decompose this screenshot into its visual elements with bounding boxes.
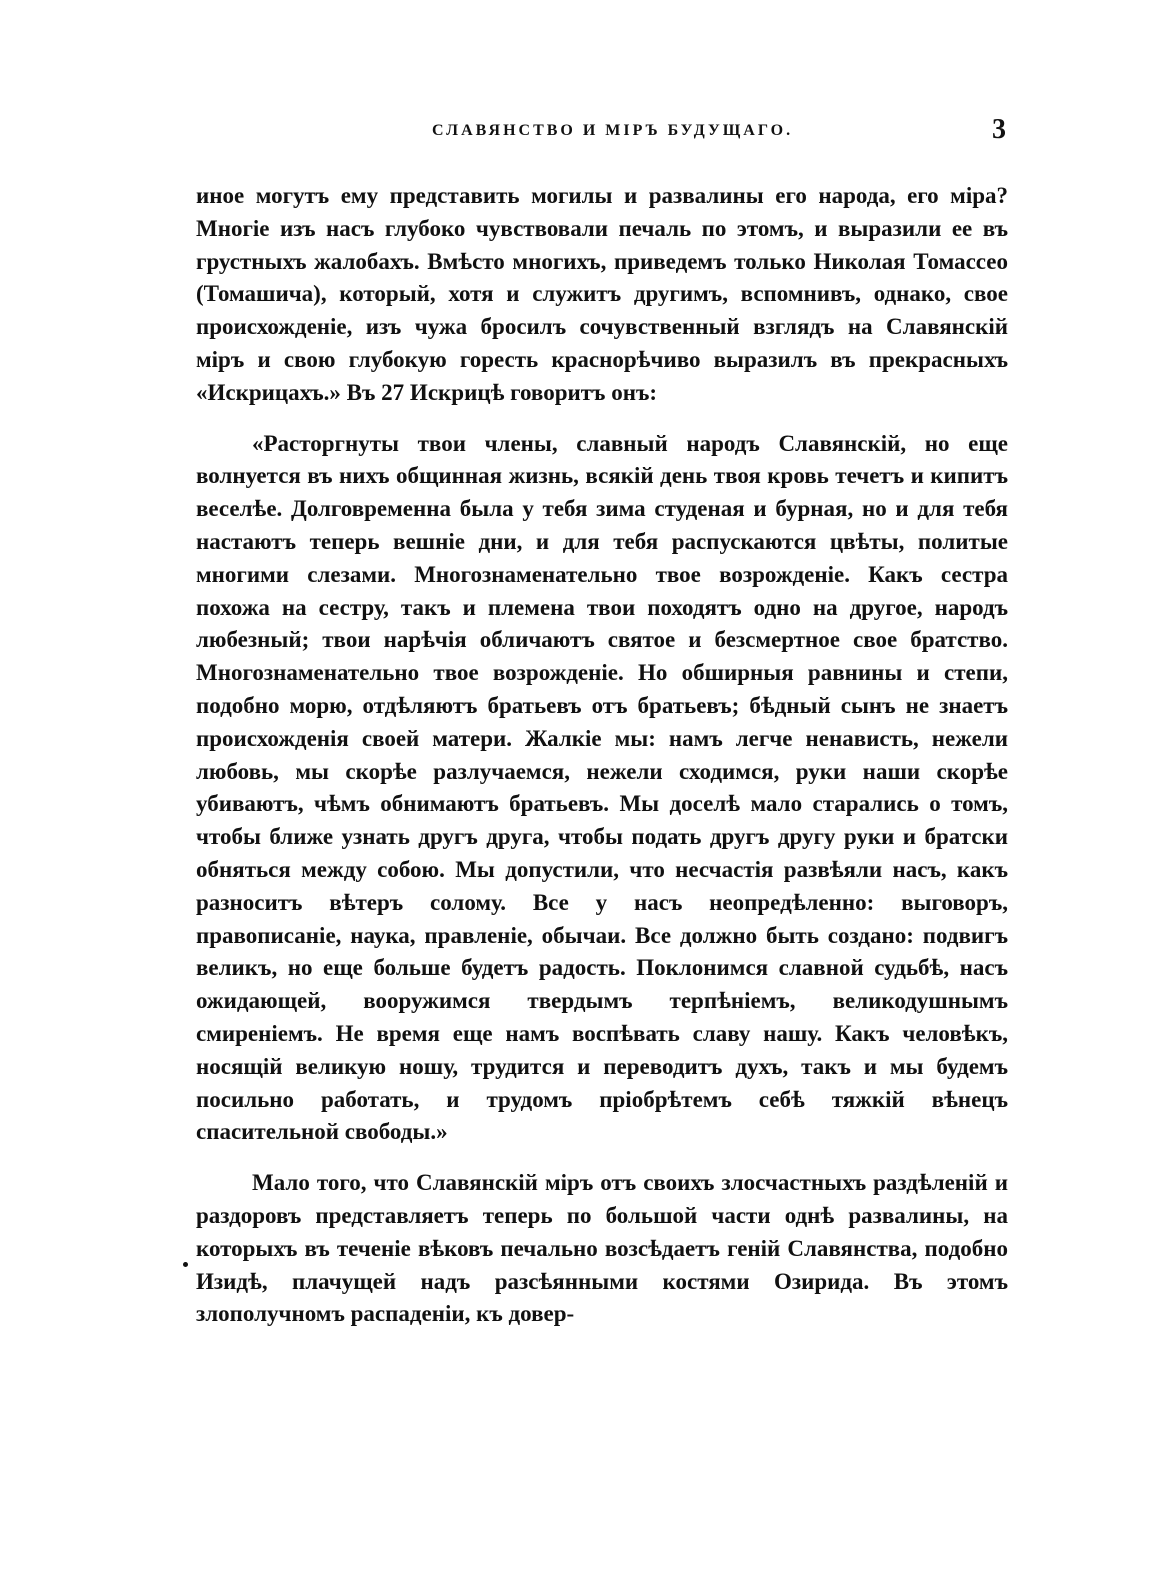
page-number: 3: [992, 114, 1006, 145]
paragraph-new: Мало того, что Славянскій міръ отъ своихъ злосчастныхъ раздѣленій и раздоровъ представляетъ теперь по большой части однѣ развалины, на которыхъ въ теченіе вѣковъ печально возсѣдаетъ геній Славянства, подобно Изидѣ, плачущей надъ разсѣянными костями Озирида. Въ этомъ злополучномъ распаденіи, къ довер-: [196, 1170, 1008, 1327]
running-head: [0, 114, 1163, 148]
body-text: [196, 180, 1008, 1331]
paragraph-continuation: иное могутъ ему представить могилы и развалины его народа, его міра? Многіе изъ насъ глубоко чувствовали печаль по этомъ, и выразили ее въ грустныхъ жалобахъ. Вмѣсто многихъ, приведемъ только Николая Томассео (Томашича), который, хотя и служитъ другимъ, вспомнивъ, однако, свое происхожденіе, изъ чужа бросилъ сочувственный взглядъ на Славянскій міръ и свою глубокую горесть краснорѣчиво выразилъ въ прекрасныхъ «Искрицахъ.» Въ 27 Искрицѣ говоритъ онъ:: [196, 183, 1008, 405]
ink-dot: [183, 1262, 188, 1267]
running-title: СЛАВЯНСТВО И МІРЪ БУДУЩАГО.: [432, 122, 794, 139]
paragraph-quotation: «Расторгнуты твои члены, славный народъ Славянскій, но еще волнуется въ нихъ общинная жизнь, всякій день твоя кровь течетъ и кипитъ веселѣе. Долговременна была у тебя зима студеная и бурная, но и для тебя настаютъ теперь вешніе дни, и для тебя распускаются цвѣты, политые многими слезами. Многознаменательно твое возрожденіе. Какъ сестра похожа на сестру, такъ и племена твои походятъ одно на другое, народъ любезный; твои нарѣчія обличаютъ святое и безсмертное свое братство. Многознаменательно твое возрожденіе. Но обширныя равнины и степи, подобно морю, отдѣляютъ братьевъ отъ братьевъ; бѣдный сынъ не знаетъ происхожденія своей матери. Жалкіе мы: намъ легче ненависть, нежели любовь, мы скорѣе разлучаемся, нежели сходимся, руки наши скорѣе убиваютъ, чѣмъ обнимаютъ братьевъ. Мы доселѣ мало старались о томъ, чтобы ближе узнать другъ друга, чтобы подать другъ другу руки и братски обняться между собою. Мы допустили, что несчастія развѣяли насъ, какъ разноситъ вѣтеръ солому. Все у насъ неопредѣленно: выговоръ, правописаніе, наука, правленіе, обычаи. Все должно быть создано: подвигъ великъ, но еще больше будетъ радость. Поклонимся славной судьбѣ, насъ ожидающей, вооружимся твердымъ терпѣніемъ, великодушнымъ смиреніемъ. Не время еще намъ воспѣвать славу нашу. Какъ человѣкъ, носящій великую ношу, трудится и переводитъ духъ, такъ и мы будемъ посильно работать, и трудомъ пріобрѣтемъ себѣ тяжкій вѣнецъ спасительной свободы.»: [196, 430, 1008, 1145]
